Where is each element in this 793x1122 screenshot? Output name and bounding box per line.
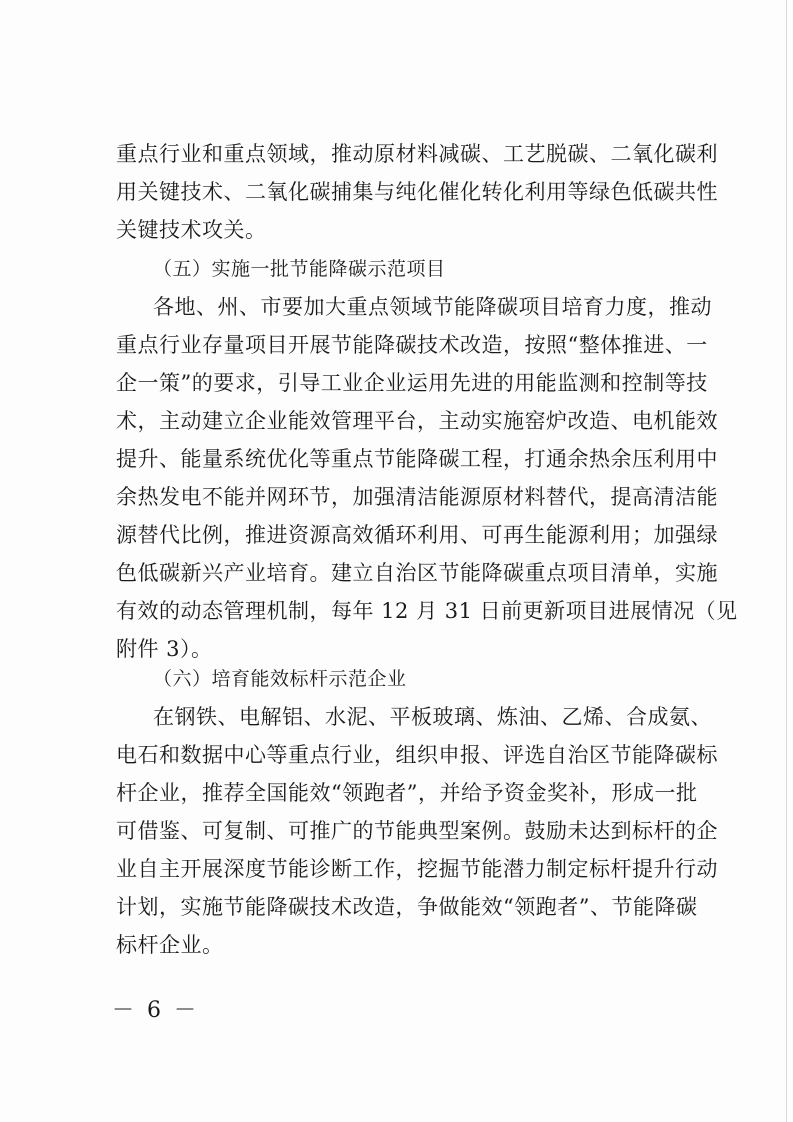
text-line: 用关键技术、二氧化碳捕集与纯化催化转化利用等绿色低碳共性 xyxy=(116,180,718,204)
text-line: 计划，实施节能降碳技术改造，争做能效“领跑者”、节能降碳 xyxy=(116,895,698,919)
text-line: 源替代比例，推进资源高效循环利用、可再生能源利用；加强绿 xyxy=(116,523,718,547)
paragraph-section-5 xyxy=(116,288,738,668)
heading-text: （六）培育能效标杆示范企业 xyxy=(153,668,407,690)
text-line: 杆企业，推荐全国能效“领跑者”，并给予资金奖补，形成一批 xyxy=(116,781,698,805)
scan-edge-divider xyxy=(786,0,787,1122)
paragraph-section-6 xyxy=(116,698,718,964)
heading-text: （五）实施一批节能降碳示范项目 xyxy=(153,258,446,280)
text-line: 余热发电不能并网环节，加强清洁能源原材料替代，提高清洁能 xyxy=(116,485,718,509)
text-line: 重点行业存量项目开展节能降碳技术改造，按照“整体推进、一 xyxy=(116,333,708,357)
paragraph-continuation xyxy=(116,135,718,249)
text-line: 有效的动态管理机制，每年 12 月 31 日前更新项目进展情况（见 xyxy=(116,599,738,623)
text-line: 重点行业和重点领域，推动原材料减碳、工艺脱碳、二氧化碳利 xyxy=(116,142,718,166)
text-line: 关键技术攻关。 xyxy=(116,218,267,242)
text-line: 各地、州、市要加大重点领域节能降碳项目培育力度，推动 xyxy=(153,295,712,319)
text-line: 业自主开展深度节能诊断工作，挖掘节能潜力制定标杆提升行动 xyxy=(116,857,718,881)
text-line: 可借鉴、可复制、可推广的节能典型案例。鼓励未达到标杆的企 xyxy=(116,819,718,843)
text-line: 在钢铁、电解铝、水泥、平板玻璃、炼油、乙烯、合成氨、 xyxy=(153,705,712,729)
text-line: 附件 3）。 xyxy=(116,637,213,661)
section-heading-5 xyxy=(116,250,700,288)
page-number: － 6 － xyxy=(112,998,199,1023)
text-line: 标杆企业。 xyxy=(116,933,224,957)
text-line: 提升、能量系统优化等重点节能降碳工程，打通余热余压利用中 xyxy=(116,447,718,471)
section-heading-6 xyxy=(116,660,700,698)
text-line: 电石和数据中心等重点行业，组织申报、评选自治区节能降碳标 xyxy=(116,743,718,767)
text-line: 色低碳新兴产业培育。建立自治区节能降碳重点项目清单，实施 xyxy=(116,561,718,585)
text-line: 术，主动建立企业能效管理平台，主动实施窑炉改造、电机能效 xyxy=(116,409,718,433)
text-line: 企一策”的要求，引导工业企业运用先进的用能监测和控制等技 xyxy=(116,371,708,395)
